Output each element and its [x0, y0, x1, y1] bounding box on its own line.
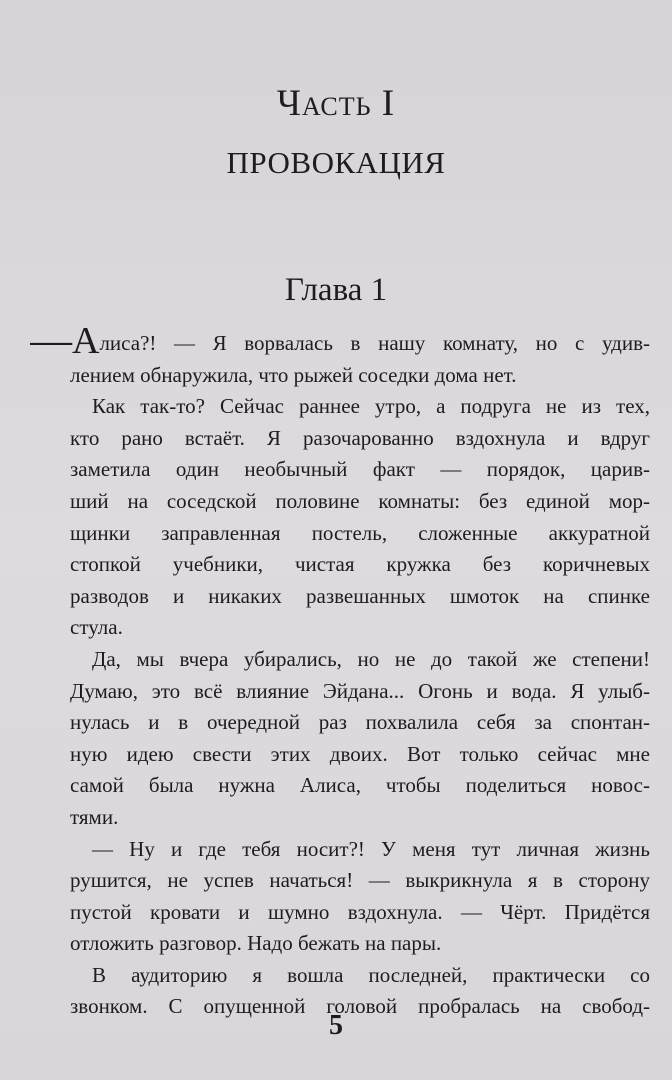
page-number: 5 [329, 1010, 343, 1041]
text-line: щинки заправленная постель, сложенные аккуратной [70, 520, 650, 545]
text-line: разводов и никаких развешанных шмоток на спинке [70, 583, 650, 608]
text-line: самой была нужна Алиса, чтобы поделиться новос- [70, 773, 650, 798]
text-line: —Алиса?! — Я ворвалась в нашу комнату, но с удив- [30, 328, 650, 360]
part-title: Часть I [276, 83, 396, 124]
text-line: кто рано встаёт. Я разочарованно вздохнула и вдруг [70, 425, 650, 450]
part-subtitle: ПРОВОКАЦИЯ [226, 145, 446, 180]
text-line: стопкой учебники, чистая кружка без коричневых [70, 552, 650, 577]
text-line: рушится, не успев начаться! — выкрикнула я в сторону [70, 868, 650, 893]
text-line: Думаю, это всё влияние Эйдана... Огонь и вода. Я улыб- [70, 678, 650, 703]
text-line: В аудиторию я вошла последней, практически со [92, 962, 650, 987]
text-line: Да, мы вчера убирались, но не до такой же степени! [92, 646, 650, 671]
text-line: ший на соседской половине комнаты: без единой мор- [70, 488, 650, 513]
dropcap-letter: А [72, 328, 100, 360]
text-line: — Ну и где тебя носит?! У меня тут личная жизнь [92, 836, 650, 861]
chapter-body [30, 328, 650, 1023]
text-line: заметила один необычный факт — порядок, царив- [70, 457, 650, 482]
chapter-title: Глава 1 [284, 272, 388, 308]
text-line: звонком. С опущенной головой пробралась на свобод- [70, 994, 650, 1019]
text-line: ную идею свести этих двоих. Вот только сейчас мне [70, 741, 650, 766]
text-line: отложить разговор. Надо бежать на пары. [70, 931, 442, 956]
text-line: лением обнаружила, что рыжей соседки дома нет. [70, 362, 517, 387]
text-line: нулась и в очередной раз похвалила себя за спонтан- [70, 710, 650, 735]
text-line: стула. [70, 615, 123, 640]
text-line: тями. [70, 804, 119, 829]
text-line: пустой кровати и шумно вздохнула. — Чёрт. Придётся [70, 899, 650, 924]
text-line: Как так-то? Сейчас раннее утро, а подруга не из тех, [92, 394, 650, 419]
dropcap-dash: — [30, 328, 72, 360]
